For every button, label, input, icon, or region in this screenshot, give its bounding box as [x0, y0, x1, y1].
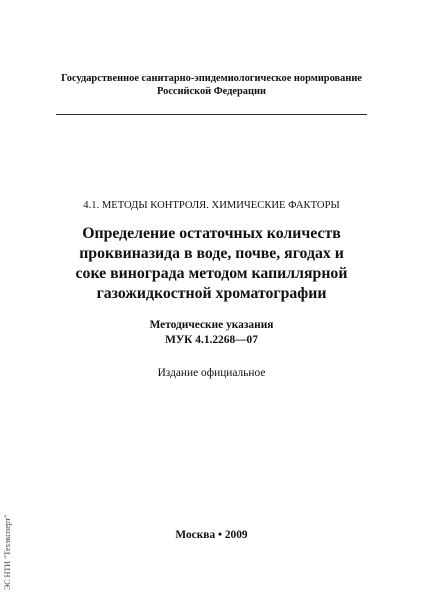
- document-title: [0, 224, 423, 304]
- authority-line-1: Государственное санитарно-эпидемиологическое нормирование: [61, 73, 362, 84]
- title-line-3: соке винограда методом капиллярной: [75, 265, 348, 282]
- edition-note: Издание официальное: [157, 367, 266, 379]
- header-divider: [56, 114, 367, 115]
- issuing-authority: [56, 72, 367, 98]
- document-type-label: Методические указания: [149, 319, 274, 331]
- document-type: [0, 318, 423, 348]
- series-heading: 4.1. МЕТОДЫ КОНТРОЛЯ. ХИМИЧЕСКИЕ ФАКТОРЫ: [83, 200, 340, 211]
- watermark-stamp: ЭС НТИ "Техэксперт": [3, 514, 12, 590]
- title-line-2: проквиназида в воде, почве, ягодах и: [79, 245, 344, 262]
- title-line-1: Определение остаточных количеств: [82, 225, 341, 242]
- place-and-year: Москва • 2009: [175, 529, 248, 541]
- title-line-4: газожидкостной хроматографии: [96, 285, 327, 302]
- document-code: МУК 4.1.2268—07: [165, 334, 258, 346]
- authority-line-2: Российской Федерации: [157, 86, 266, 97]
